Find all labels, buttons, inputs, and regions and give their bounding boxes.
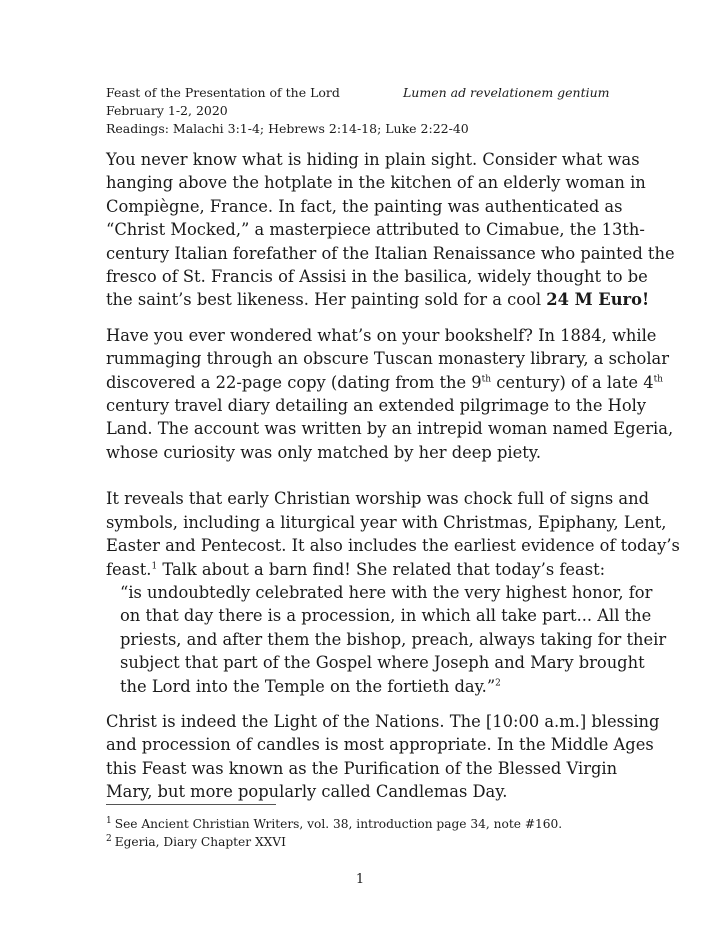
feast-title: Feast of the Presentation of the Lord xyxy=(106,85,340,100)
block-quote xyxy=(120,581,667,698)
text-line: century travel diary detailing an extended pilgrimage to the Holy xyxy=(106,396,647,416)
text-line: century Italian forefather of the Italian Renaissance who painted the xyxy=(106,243,675,263)
quote-line xyxy=(120,675,626,698)
footnote-2 xyxy=(106,833,562,851)
quote-line: subject that part of the Gospel where Joseph and Mary brought xyxy=(120,653,645,673)
footnote-divider xyxy=(106,804,276,805)
quote-line: priests, and after them the bishop, preach, always taking for their xyxy=(120,629,667,649)
ordinal-superscript: th xyxy=(653,374,663,385)
paragraph-4 xyxy=(106,710,660,804)
text-line: Have you ever wondered what’s on your bookshelf? In 1884, while xyxy=(106,325,657,345)
header-block xyxy=(106,84,610,138)
homily-body xyxy=(106,148,680,804)
text-segment: century) of a late 4 xyxy=(491,372,654,392)
footnote-ref-2: 2 xyxy=(495,678,501,689)
text-segment: Talk about a barn find! She related that today’s feast: xyxy=(157,559,606,579)
text-segment: the Lord into the Temple on the fortieth day.” xyxy=(120,676,496,696)
text-line: rummaging through an obscure Tuscan monastery library, a scholar xyxy=(106,349,670,369)
quote-line: on that day there is a procession, in which all take part... All the xyxy=(120,606,652,626)
quote-line: “is undoubtedly celebrated here with the very highest honor, for xyxy=(120,582,653,602)
footnote-ref-1: 1 xyxy=(151,561,158,572)
price-highlight: 24 M Euro! xyxy=(546,290,650,310)
footnote-mark: 1 xyxy=(106,815,112,826)
footnote-mark: 2 xyxy=(106,833,112,844)
footnotes xyxy=(106,815,562,851)
text-line: Christ is indeed the Light of the Nations. The [10:00 a.m.] blessing xyxy=(106,711,660,731)
text-line: fresco of St. Francis of Assisi in the basilica, widely thought to be xyxy=(106,267,648,287)
text-segment: the saint’s best likeness. Her painting sold for a cool xyxy=(106,290,547,310)
page-number: 1 xyxy=(355,872,365,887)
footnote-text: See Ancient Christian Writers, vol. 38, introduction page 34, note #160. xyxy=(114,817,563,831)
text-segment: discovered a 22-page copy (dating from the 9 xyxy=(106,372,482,392)
text-line: symbols, including a liturgical year with Christmas, Epiphany, Lent, xyxy=(106,512,667,532)
text-line: Compiègne, France. In fact, the painting was authenticated as xyxy=(106,196,623,216)
text-line xyxy=(106,288,650,311)
text-segment: feast. xyxy=(106,559,152,579)
date-line: February 1-2, 2020 xyxy=(106,103,228,118)
text-line: Easter and Pentecost. It also includes the earliest evidence of today’s xyxy=(106,536,680,556)
text-line: and procession of candles is most appropriate. In the Middle Ages xyxy=(106,735,654,755)
paragraph-2 xyxy=(106,324,674,464)
text-line: hanging above the hotplate in the kitchen of an elderly woman in xyxy=(106,173,646,193)
text-line: “Christ Mocked,” a masterpiece attributed to Cimabue, the 13th- xyxy=(106,220,645,240)
footnote-1 xyxy=(106,815,562,833)
paragraph-1 xyxy=(106,148,675,312)
text-line: whose curiosity was only matched by her deep piety. xyxy=(106,442,542,462)
text-line: You never know what is hiding in plain sight. Consider what was xyxy=(106,150,640,169)
ordinal-superscript: th xyxy=(481,374,492,385)
text-line: Mary, but more popularly called Candlemas Day. xyxy=(106,782,508,802)
text-line: Land. The account was written by an intrepid woman named Egeria, xyxy=(106,419,674,439)
paragraph-3 xyxy=(106,487,680,581)
footnote-text: Egeria, Diary Chapter XXVI xyxy=(114,835,286,849)
text-line xyxy=(106,371,663,394)
text-line: It reveals that early Christian worship was chock full of signs and xyxy=(106,489,650,509)
readings-line: Readings: Malachi 3:1-4; Hebrews 2:14-18; Luke 2:22-40 xyxy=(106,121,469,136)
text-line: this Feast was known as the Purification of the Blessed Virgin xyxy=(106,758,618,778)
latin-motto: Lumen ad revelationem gentium xyxy=(403,85,610,100)
text-line xyxy=(106,558,626,581)
